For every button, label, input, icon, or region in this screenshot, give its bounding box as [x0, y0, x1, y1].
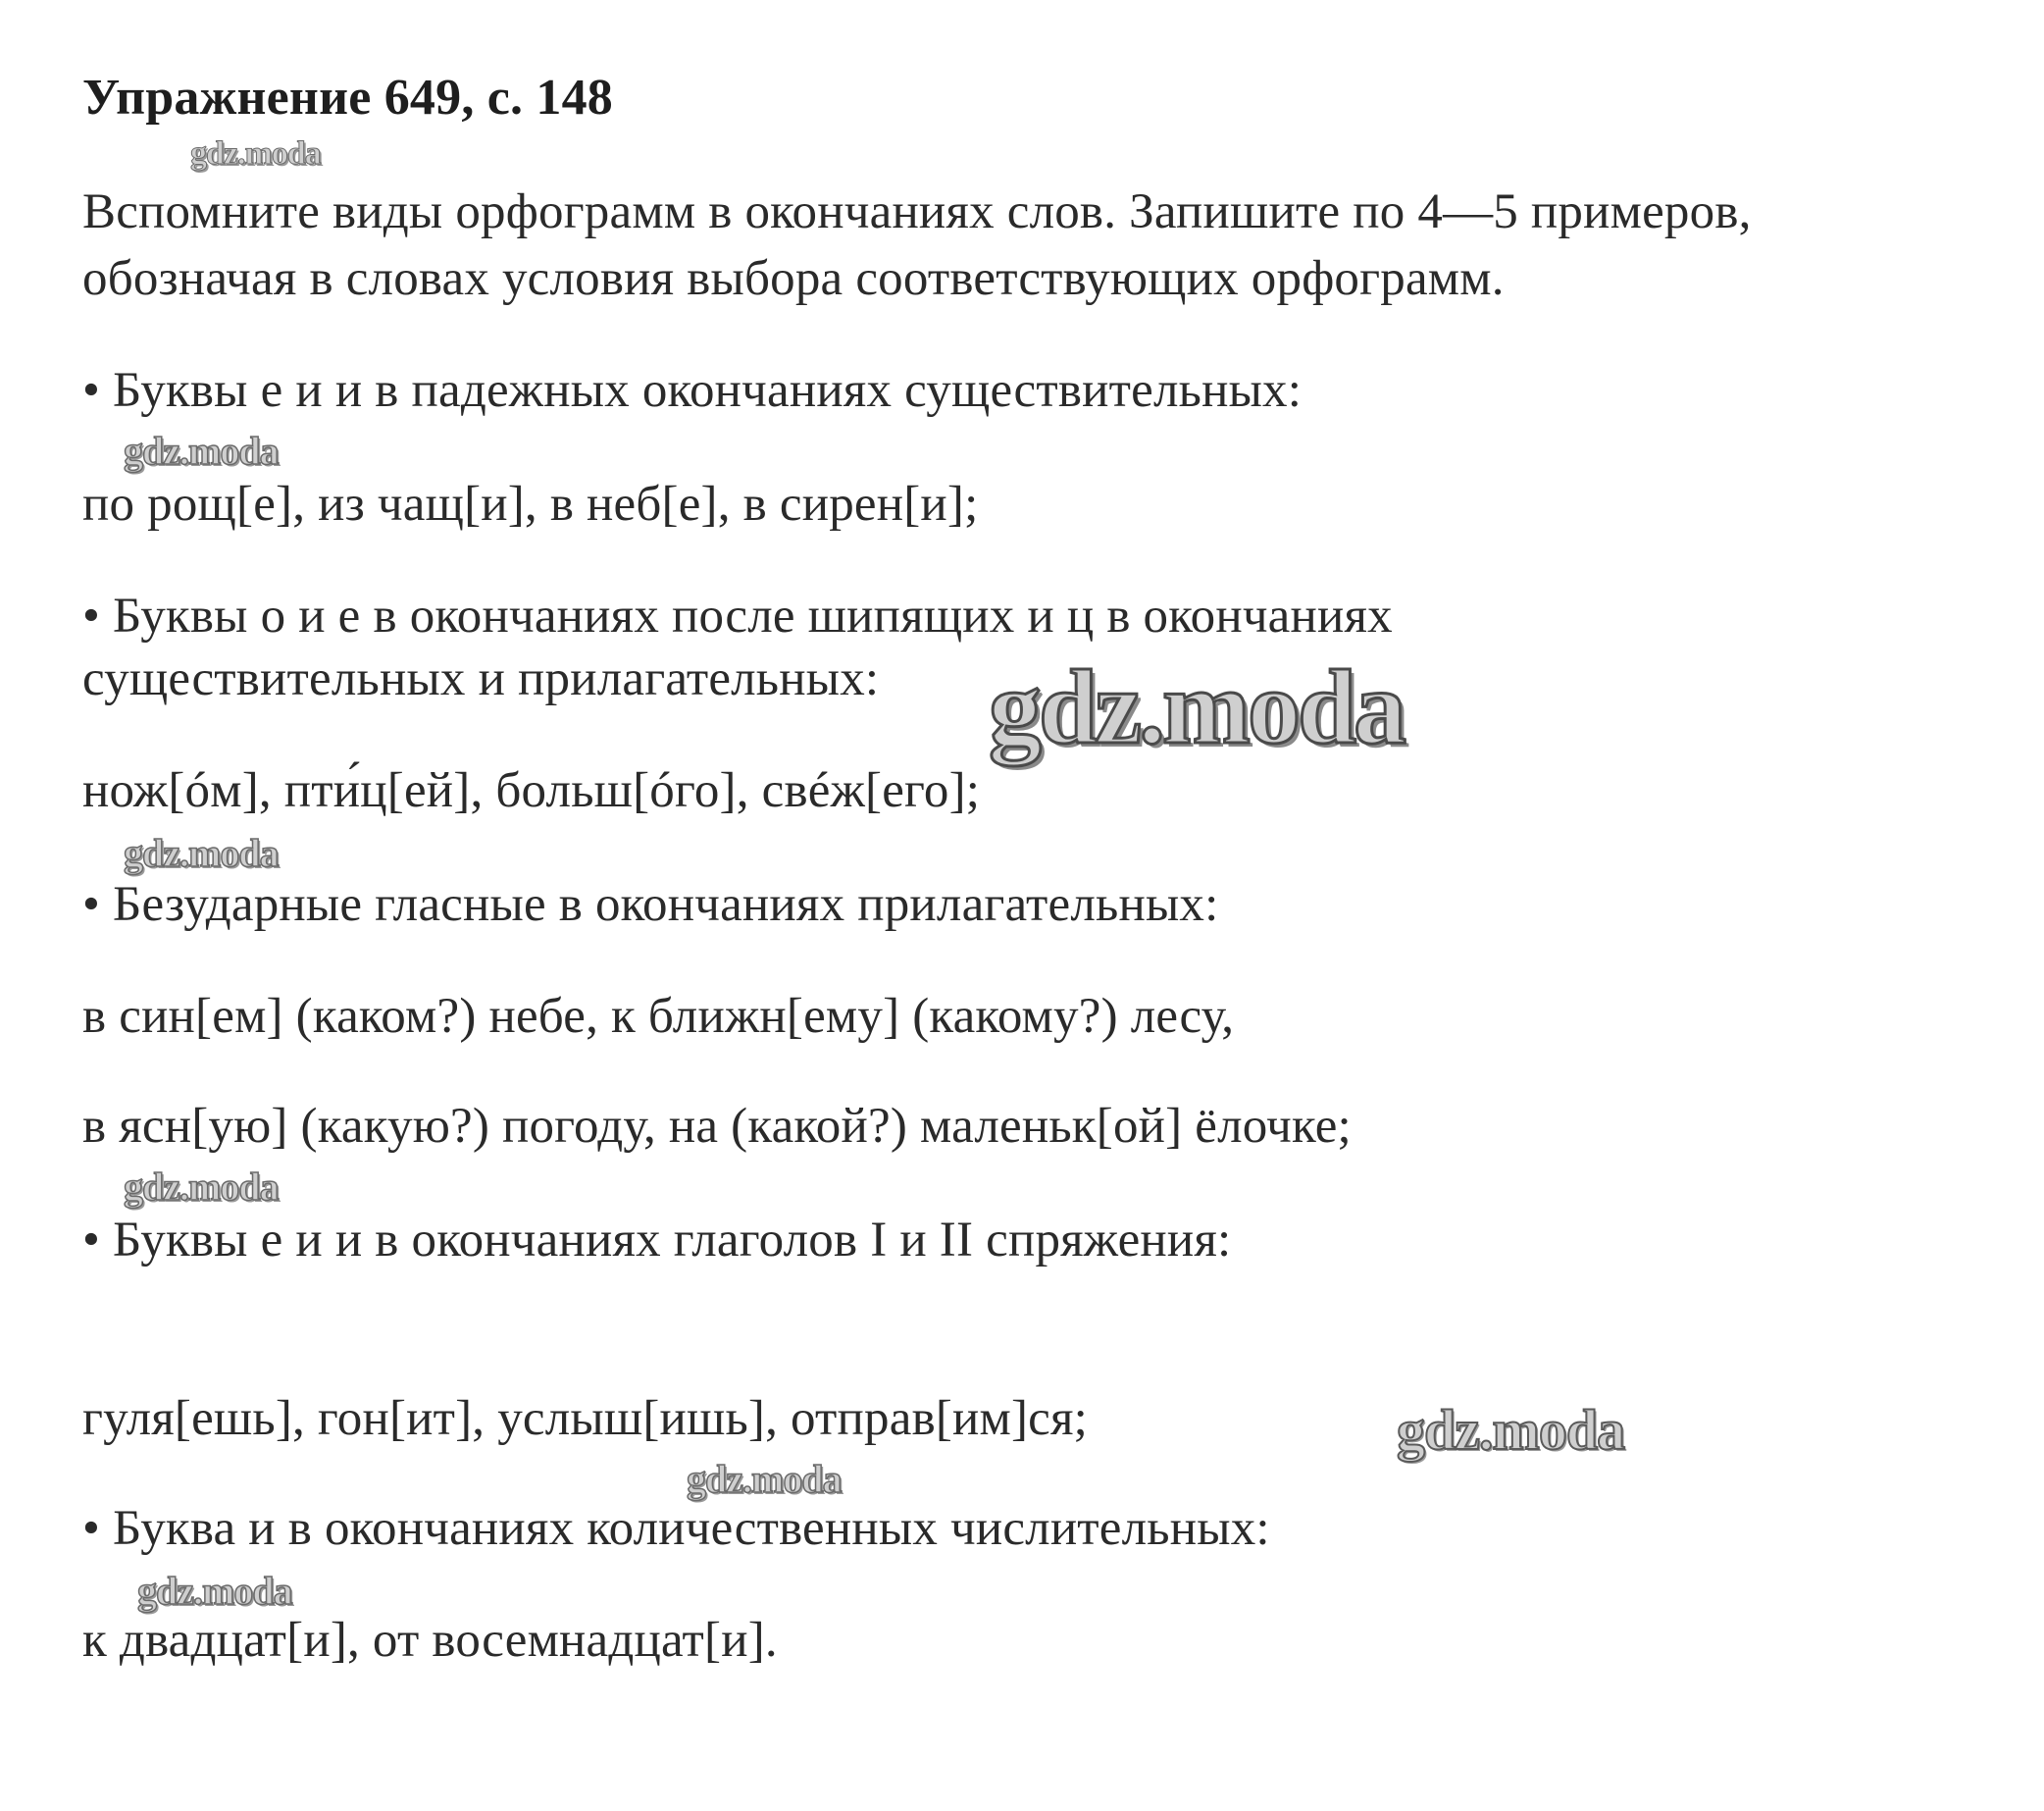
watermark: gdz.moda: [124, 429, 279, 473]
section-2-heading-line-1: • Буквы о и е в окончаниях после шипящих и ц в окончаниях: [82, 589, 1393, 644]
watermark: gdz.moda: [137, 1569, 292, 1613]
section-5-example-1: к двадцат[и], от восемнадцат[и].: [82, 1613, 778, 1668]
section-1-example-1: по рощ[е], из чащ[и], в неб[е], в сирен[и];: [82, 477, 979, 532]
instruction-line-1: Вспомните виды орфограмм в окончаниях слов. Запишите по 4—5 примеров,: [82, 184, 1752, 239]
instruction-line-2: обозначая в словах условия выбора соответствующих орфограмм.: [82, 251, 1505, 306]
watermark: gdz.moda: [190, 135, 321, 172]
section-2-heading-line-2: существительных и прилагательных:: [82, 651, 880, 706]
section-3-example-2: в ясн[ую] (какую?) погоду, на (какой?) маленьк[ой] ёлочке;: [82, 1099, 1352, 1154]
section-2-example-1: нож[óм], пти́ц[ей], больш[óго], свéж[его];: [82, 763, 981, 818]
watermark: gdz.moda: [687, 1457, 842, 1501]
watermark: gdz.moda: [989, 649, 1405, 766]
section-3-heading: • Безударные гласные в окончаниях прилагательных:: [82, 877, 1219, 932]
section-4-heading: • Буквы е и и в окончаниях глаголов I и II спряжения:: [82, 1213, 1232, 1268]
section-5-heading: • Буква и в окончаниях количественных числительных:: [82, 1501, 1270, 1556]
section-3-example-1: в син[ем] (каком?) небе, к ближн[ему] (какому?) лесу,: [82, 989, 1235, 1044]
watermark: gdz.moda: [124, 1164, 279, 1209]
section-4-example-1: гуля[ешь], гон[ит], услыш[ишь], отправ[им]ся;: [82, 1391, 1089, 1446]
watermark: gdz.moda: [124, 831, 279, 875]
exercise-title: Упражнение 649, с. 148: [82, 70, 614, 126]
watermark: gdz.moda: [1397, 1398, 1625, 1462]
section-1-heading: • Буквы е и и в падежных окончаниях существительных:: [82, 363, 1303, 418]
